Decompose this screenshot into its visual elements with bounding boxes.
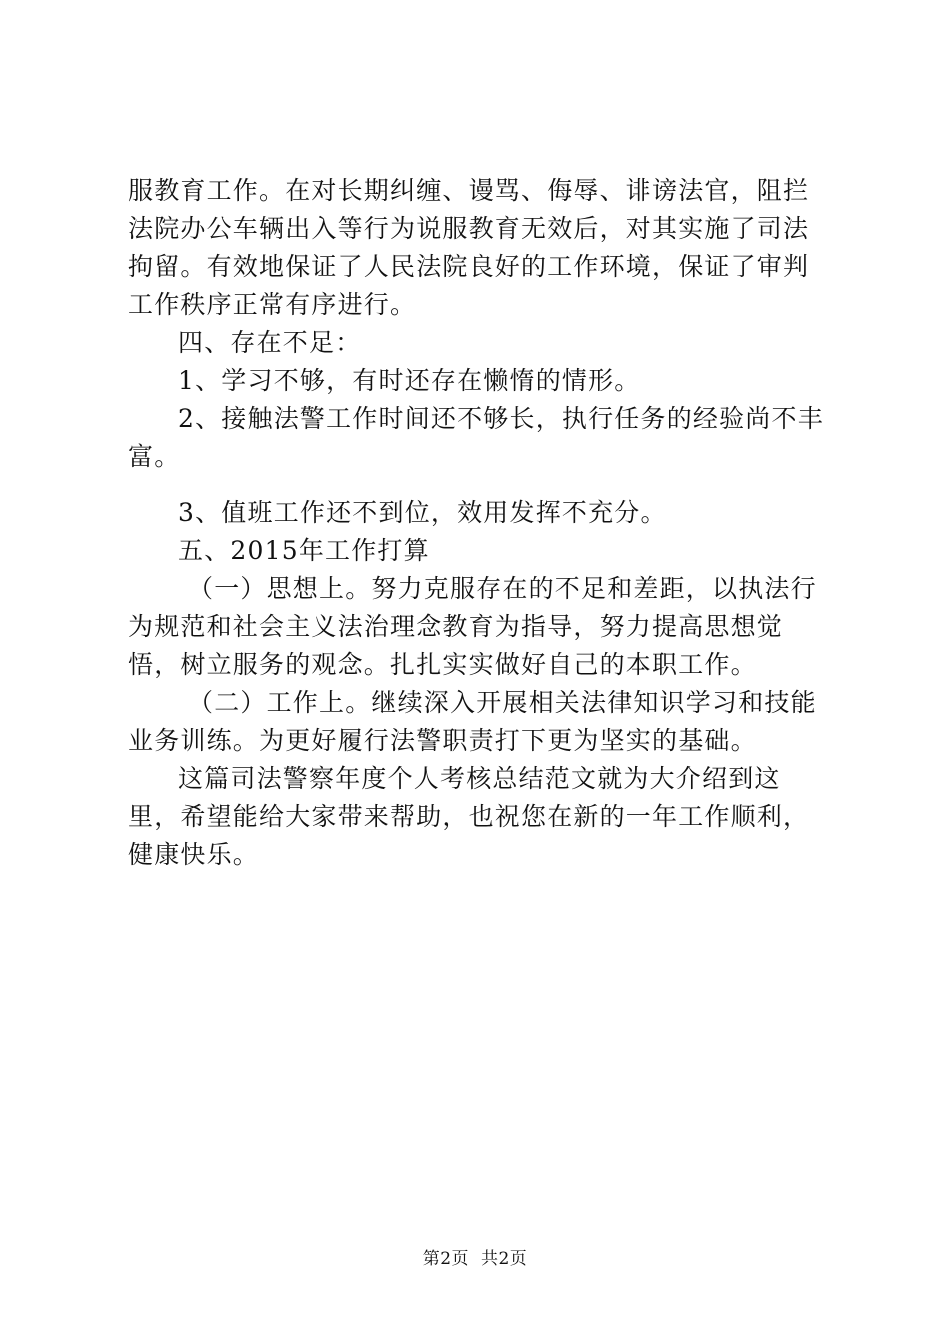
document-body xyxy=(128,172,828,874)
paragraph-plan-work: （二）工作上。继续深入开展相关法律知识学习和技能业务训练。为更好履行法警职责打下更为坚实的基础。 xyxy=(128,688,817,755)
list-item-shortcoming-2: 2、接触法警工作时间还不够长，执行任务的经验尚不丰富。 xyxy=(128,404,824,471)
page-footer xyxy=(0,1244,950,1269)
paragraph-plan-thinking: （一）思想上。努力克服存在的不足和差距，以执法行为规范和社会主义法治理念教育为指导，努力提高思想觉悟，树立服务的观念。扎扎实实做好自己的本职工作。 xyxy=(128,574,817,679)
section-heading-plan: 五、2015年工作打算 xyxy=(178,536,430,565)
paragraph-closing: 这篇司法警察年度个人考核总结范文就为大介绍到这里，希望能给大家带来帮助，也祝您在新的一年工作顺利，健康快乐。 xyxy=(128,764,810,869)
list-item-shortcoming-3: 3、值班工作还不到位，效用发挥不充分。 xyxy=(178,498,667,527)
paragraph-continuation: 服教育工作。在对长期纠缠、谩骂、侮辱、诽谤法官，阻拦法院办公车辆出入等行为说服教育无效后，对其实施了司法拘留。有效地保证了人民法院良好的工作环境，保证了审判工作秩序正常有序进行。 xyxy=(128,176,810,319)
section-heading-shortcomings: 四、存在不足： xyxy=(178,328,362,357)
list-item-shortcoming-1: 1、学习不够，有时还存在懒惰的情形。 xyxy=(178,366,641,395)
page-total: 共2页 xyxy=(480,1249,528,1269)
page-number: 第2页 xyxy=(422,1249,470,1269)
